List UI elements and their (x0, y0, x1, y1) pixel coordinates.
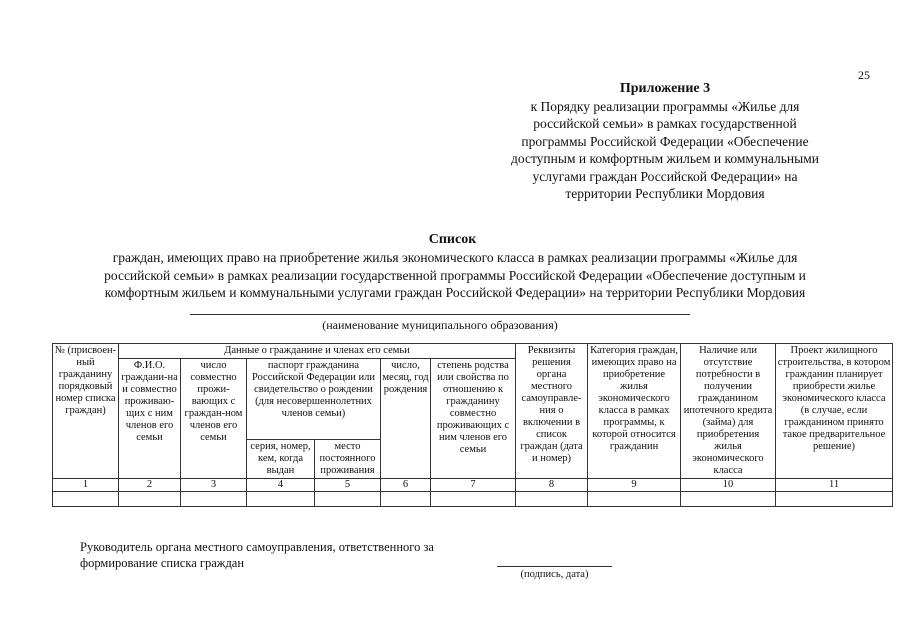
appendix-line: территории Республики Мордовия (565, 186, 765, 201)
header-family-count: число совместно прожи-вающих с граждан-ном членов его семьи (181, 359, 247, 479)
header-fio: Ф.И.О. граждани-на и совместно проживаю-щих с ним членов его семьи (119, 359, 181, 479)
empty-cell (516, 492, 588, 507)
empty-cell (776, 492, 893, 507)
empty-cell (588, 492, 681, 507)
signature-line (497, 566, 612, 567)
list-description-line: граждан, имеющих право на приобретение жилья экономического класса в рамках реализации программы «Жилье для (112, 250, 798, 265)
empty-cell (247, 492, 315, 507)
appendix-line: программы Российской Федерации «Обеспечение (521, 133, 809, 149)
column-number: 9 (588, 479, 681, 492)
header-family-data: Данные о гражданине и членах его семьи (119, 344, 516, 359)
header-birth-date: число, месяц, год рождения (381, 359, 431, 479)
table-header-row (53, 344, 893, 359)
column-number: 3 (181, 479, 247, 492)
appendix-header (490, 80, 840, 203)
citizens-table (52, 343, 893, 507)
list-title: Список (428, 232, 477, 247)
empty-cell (681, 492, 776, 507)
header-passport-series: серия, номер, кем, когда выдан (247, 440, 315, 479)
column-number: 6 (381, 479, 431, 492)
column-number: 4 (247, 479, 315, 492)
column-number: 5 (315, 479, 381, 492)
table-column-numbers-row (53, 479, 893, 492)
appendix-line: услугами граждан Российской Федерации» на (532, 168, 798, 184)
list-description-line: комфортным жильем и коммунальными услугами граждан Российской Федерации» на территории Республики Мордовия (104, 285, 806, 300)
header-housing-project: Проект жилищного строительства, в котором гражданин планирует приобрести жилье экономического класса (в случае, если гражданином принято такое предварительное решение) (776, 344, 893, 479)
header-passport: паспорт гражданина Российской Федерации или свидетельство о рождении (для несовершеннолетних членов семьи) (247, 359, 381, 440)
column-number: 11 (776, 479, 893, 492)
head-signature-text: Руководитель органа местного самоуправления, ответственного за формирование списка граждан (80, 540, 434, 570)
header-category: Категория граждан, имеющих право на приобретение жилья экономического класса в рамках программы, к которой относится гражданин (588, 344, 681, 479)
list-description-line: российской семьи» в рамках реализации государственной программы Российской Федерации «Обеспечение доступным и (104, 267, 806, 283)
header-residence: место постоянного проживания (315, 440, 381, 479)
header-number: № (присвоен-ный гражданину порядковый номер списка граждан) (53, 344, 119, 479)
empty-cell (315, 492, 381, 507)
appendix-title: Приложение 3 (619, 81, 711, 96)
empty-cell (119, 492, 181, 507)
signature-caption: (подпись, дата) (520, 569, 589, 580)
column-number: 2 (119, 479, 181, 492)
header-kinship: степень родства или свойства по отношению к гражданину совместно проживающих с ним членов его семьи (431, 359, 516, 479)
appendix-line: к Порядку реализации программы «Жилье для (530, 98, 800, 114)
empty-cell (181, 492, 247, 507)
column-number: 7 (431, 479, 516, 492)
municipality-caption: (наименование муниципального образования) (322, 318, 558, 332)
empty-cell (53, 492, 119, 507)
header-decision: Реквизиты решения органа местного самоуправле-ния о включении в список граждан (дата и номер) (516, 344, 588, 479)
table-empty-row (53, 492, 893, 507)
empty-cell (431, 492, 516, 507)
column-number: 1 (53, 479, 119, 492)
appendix-line: российской семьи» в рамках государственной (533, 116, 797, 131)
page-number: 25 (858, 68, 870, 82)
column-number: 10 (681, 479, 776, 492)
appendix-line: доступным и комфортным жильем и коммунальными (511, 151, 819, 166)
header-mortgage-need: Наличие или отсутствие потребности в получении гражданином ипотечного кредита (займа) для приобретения жилья экономического класса (681, 344, 776, 479)
list-description (60, 249, 850, 302)
column-number: 8 (516, 479, 588, 492)
municipality-line (190, 314, 690, 315)
empty-cell (381, 492, 431, 507)
